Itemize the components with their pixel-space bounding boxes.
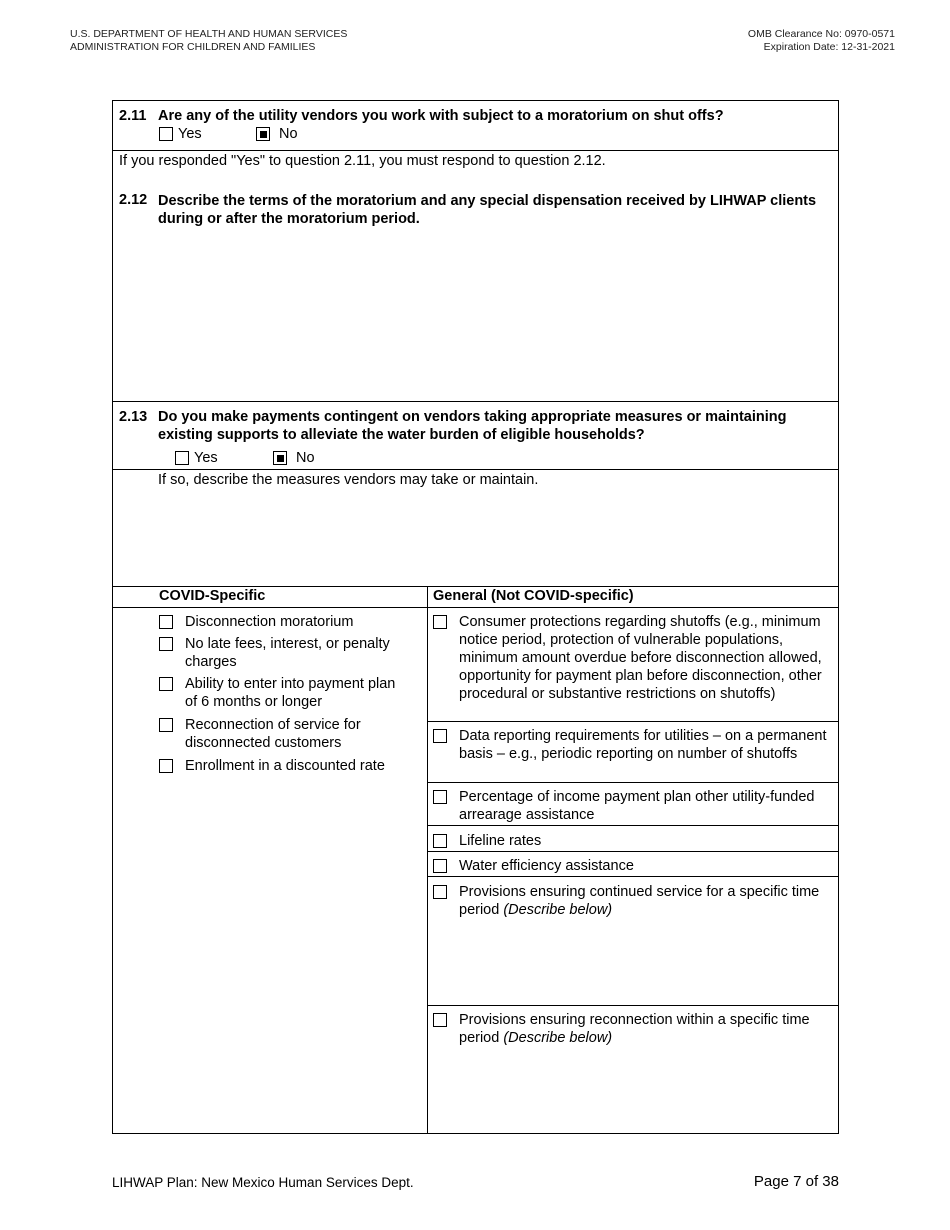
covid-item[interactable] (159, 613, 409, 631)
question-number: 2.11 (119, 108, 147, 124)
agency-line-1: U.S. DEPARTMENT OF HEALTH AND HUMAN SERVICES (70, 28, 348, 40)
question-number: 2.12 (119, 192, 148, 208)
item-label: No late fees, interest, or penalty charges (185, 636, 390, 670)
no-checkbox[interactable] (256, 127, 270, 141)
footer-plan: LIHWAP Plan: New Mexico Human Services Dept. (112, 1175, 414, 1190)
covid-item[interactable] (159, 716, 409, 752)
checkbox[interactable] (433, 1013, 447, 1027)
omb-clearance: OMB Clearance No: 0970-0571 (747, 28, 895, 40)
instruction-text: If you responded "Yes" to question 2.11, you must respond to question 2.12. (119, 153, 606, 169)
page-number: Page 7 of 38 (753, 1173, 839, 1190)
item-label-wrap (459, 883, 834, 919)
q211-no-option[interactable] (256, 126, 298, 142)
item-label: Reconnection of service for disconnected customers (185, 717, 361, 751)
covid-column-header: COVID-Specific (159, 588, 266, 604)
checkbox[interactable] (159, 718, 173, 732)
measures-description (113, 470, 838, 586)
general-item[interactable] (433, 727, 834, 763)
divider (427, 876, 838, 877)
checkbox[interactable] (433, 885, 447, 899)
expiration-date: Expiration Date: 12-31-2021 (763, 40, 895, 53)
item-label: Ability to enter into payment plan of 6 months or longer (185, 676, 396, 710)
checkbox[interactable] (159, 615, 173, 629)
item-label-note: (Describe below) (503, 902, 613, 918)
checkbox[interactable] (433, 790, 447, 804)
item-label-wrap (459, 1011, 834, 1047)
checkbox[interactable] (433, 834, 447, 848)
checkbox[interactable] (433, 729, 447, 743)
form-table (112, 100, 839, 1134)
divider (427, 782, 838, 783)
question-2-13 (113, 402, 838, 469)
question-text: Are any of the utility vendors you work with subject to a moratorium on shut offs? (158, 108, 724, 124)
question-text: Do you make payments contingent on vendors taking appropriate measures or maintaining existing supports to alleviate the water burden of eligible households? (158, 409, 787, 443)
general-item[interactable] (433, 857, 834, 875)
item-label: Percentage of income payment plan other utility-funded arrearage assistance (459, 789, 815, 823)
general-item[interactable] (433, 1011, 834, 1047)
no-checkbox[interactable] (273, 451, 287, 465)
general-item[interactable] (433, 883, 834, 919)
no-label: No (296, 450, 315, 466)
checkbox[interactable] (159, 759, 173, 773)
item-label: Provisions ensuring reconnection within a specific time period (459, 1012, 810, 1046)
checkbox[interactable] (433, 615, 447, 629)
divider (427, 721, 838, 722)
question-text: Describe the terms of the moratorium and any special dispensation received by LIHWAP clients during or after the moratorium period. (158, 193, 817, 227)
general-item[interactable] (433, 832, 834, 850)
q213-no-option[interactable] (273, 450, 315, 466)
q211-yes-option[interactable] (159, 126, 202, 142)
question-2-12 (113, 151, 838, 401)
divider (427, 825, 838, 826)
item-label: Provisions ensuring continued service for a specific time period (459, 884, 820, 918)
yes-label: Yes (194, 450, 218, 466)
measures-answer-area[interactable] (158, 494, 832, 580)
item-label: Water efficiency assistance (459, 858, 634, 874)
item-label-note: (Describe below) (503, 1030, 613, 1046)
item-label: Consumer protections regarding shutoffs (e.g., minimum notice period, protection of vulnerable populations, minimum amount overdue before disconnection allowed, opportunity for payment plan before disconnection, other procedural or substantive restrictions on shutoffs) (459, 614, 822, 702)
general-column-header: General (Not COVID-specific) (433, 588, 634, 604)
divider (427, 851, 838, 852)
checkbox[interactable] (159, 677, 173, 691)
q213-yes-option[interactable] (175, 450, 218, 466)
covid-item[interactable] (159, 757, 409, 775)
page-header-omb (748, 28, 895, 53)
covid-item[interactable] (159, 635, 409, 671)
checkbox[interactable] (159, 637, 173, 651)
question-2-11 (113, 101, 838, 150)
checkbox[interactable] (433, 859, 447, 873)
column-divider (427, 586, 428, 1133)
question-number: 2.13 (119, 409, 148, 425)
yes-checkbox[interactable] (159, 127, 173, 141)
item-label: Disconnection moratorium (185, 614, 354, 630)
divider (427, 1005, 838, 1006)
yes-label: Yes (178, 126, 202, 142)
yes-checkbox[interactable] (175, 451, 189, 465)
item-label: Lifeline rates (459, 833, 542, 849)
q212-answer-area[interactable] (158, 233, 832, 393)
general-item[interactable] (433, 788, 834, 824)
item-label: Enrollment in a discounted rate (185, 758, 385, 774)
item-label: Data reporting requirements for utilities – on a permanent basis – e.g., periodic reporting on number of shutoffs (459, 728, 827, 762)
divider (113, 586, 838, 587)
covid-item[interactable] (159, 675, 409, 711)
describe-prompt: If so, describe the measures vendors may take or maintain. (158, 472, 539, 488)
no-label: No (279, 126, 298, 142)
agency-line-2: ADMINISTRATION FOR CHILDREN AND FAMILIES (70, 40, 316, 53)
general-item[interactable] (433, 613, 834, 703)
divider (113, 607, 838, 608)
page-header-agency (70, 28, 347, 53)
